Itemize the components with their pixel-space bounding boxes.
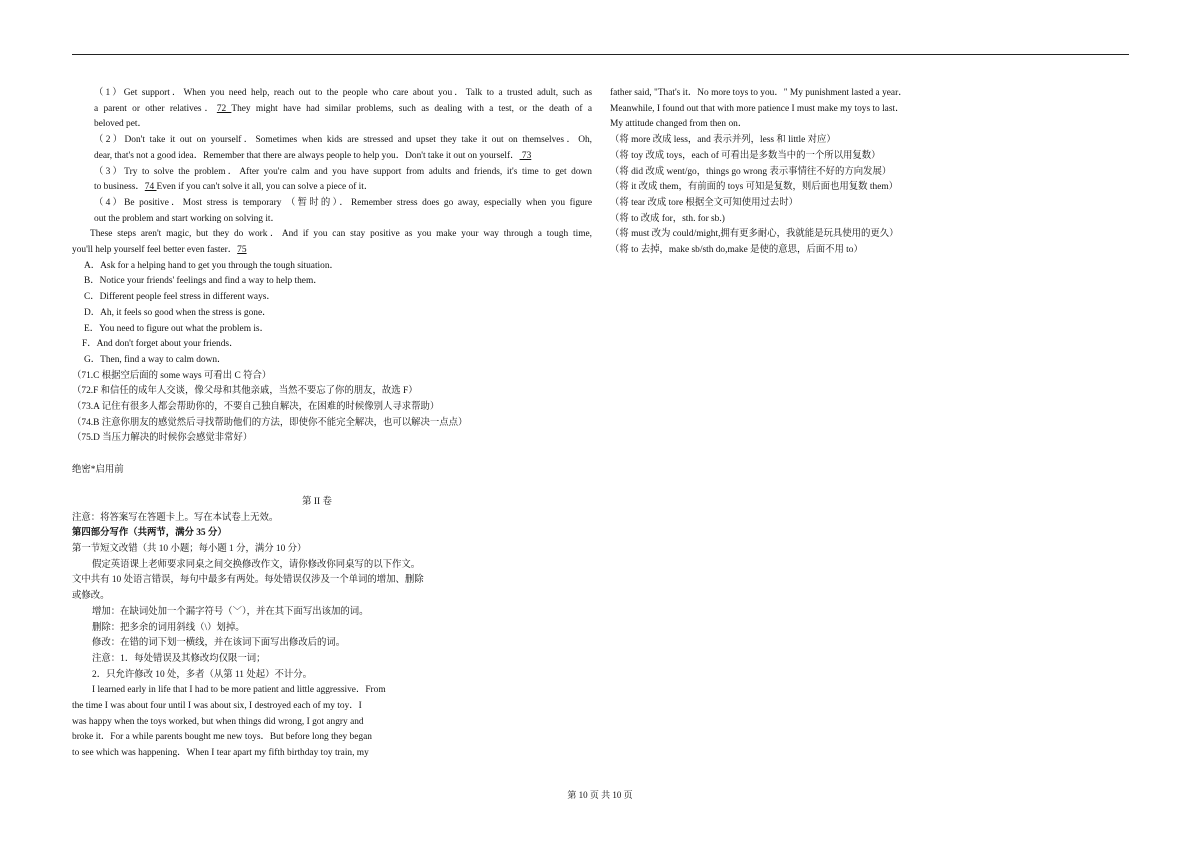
- left-column: [72, 86, 592, 762]
- secret-label: 绝密*启用前: [72, 465, 124, 476]
- answer-72: （72.F 和信任的成年人交谈，像父母和其他亲戚，当然不要忘了你的朋友，故选 F）: [72, 386, 418, 397]
- para-5-line-2: you'll help yourself feel better even faster．75: [72, 245, 247, 256]
- essay-line-7: Meanwhile, I found out that with more patience I must make my toys to last．: [610, 103, 905, 114]
- blank-74: 74: [144, 182, 157, 193]
- correction-6: （将 to 改成 for，sth. for sb.): [610, 213, 725, 224]
- option-g: G．Then, find a way to calm down．: [84, 354, 227, 365]
- option-f: F．And don't forget about your friends．: [82, 339, 239, 350]
- option-c: C．Different people feel stress in different ways．: [84, 292, 276, 303]
- correction-3: （将 did 改成 went/go，things go wrong 表示事情往不好的方向发展）: [610, 166, 892, 177]
- para-5-line-1: These steps aren't magic, but they do work．And if you can stay positive as you make your way through a tough time,: [90, 229, 592, 240]
- option-b: B．Notice your friends' feelings and find a way to help them．: [84, 276, 323, 287]
- para-4-line-1: （4）Be positive．Most stress is temporary （暂时的）．Remember stress does go away, especially when you figure: [94, 197, 592, 208]
- option-a: A．Ask for a helping hand to get you through the tough situation．: [84, 260, 339, 271]
- essay-line-6: father said, "That's it．No more toys to you．" My punishment lasted a year．: [610, 88, 908, 98]
- top-rule: [72, 54, 1129, 55]
- note-1: 注意：1．每处错误及其修改均仅限一词；: [92, 653, 266, 664]
- blank-72: 72: [216, 103, 232, 114]
- instruction-delete: 删除：把多余的词用斜线（\）划掉。: [92, 622, 245, 633]
- para-1-line-1: （1）Get support．When you need help, reach out to the people who care about you．Talk to a trusted adult, such as: [94, 88, 592, 98]
- answer-73: （73.A 记住有很多人都会帮助你的，不要自己独自解决，在困难的时候像别人寻求帮助）: [72, 402, 440, 413]
- essay-line-5: to see which was happening．When I tear apart my fifth birthday toy train, my: [72, 748, 369, 759]
- volume-title: 第 II 卷: [302, 496, 332, 507]
- blank-75: 75: [237, 245, 247, 256]
- correction-1: （将 more 改成 less，and 表示并列，less 和 little 对应）: [610, 135, 836, 146]
- essay-line-4: broke it．For a while parents bought me new toys．But before long they began: [72, 732, 372, 743]
- essay-line-8: My attitude changed from then on．: [610, 119, 748, 130]
- instruction-3: 或修改。: [72, 591, 110, 602]
- correction-8: （将 to 去掉，make sb/sth do,make 是使的意思，后面不用 to）: [610, 245, 863, 256]
- instruction-add: 增加：在缺词处加一个漏字符号（﹀），并在其下面写出该加的词。: [92, 606, 369, 617]
- para-3-line-1: （3）Try to solve the problem．After you're calm and you have support from adults and friends, it's time to get down: [94, 166, 592, 177]
- answer-74: （74.B 注意你朋友的感觉然后寻找帮助他们的方法，即使你不能完全解决，也可以解决一点点）: [72, 417, 468, 428]
- page-number: 第 10 页 共 10 页: [567, 790, 633, 800]
- para-2-line-1: （2）Don't take it out on yourself．Sometimes when kids are stressed and upset they take it out on themselves．Oh,: [94, 135, 592, 146]
- part-title: 第四部分写作（共两节，满分 35 分）: [72, 528, 227, 539]
- para-2-line-2: dear, that's not a good idea．Remember that there are always people to help you．Don't take it out on yourself． 73: [94, 150, 532, 161]
- para-1-line-2: a parent or other relatives．72 They might have had similar problems, such as dealing with a test, or the death of a: [94, 103, 592, 114]
- para-3-line-2: to business．74 Even if you can't solve it all, you can solve a piece of it．: [94, 182, 374, 193]
- correction-4: （将 it 改成 them，有前面的 toys 可知是复数，则后面也用复数 them）: [610, 182, 899, 193]
- instruction-modify: 修改：在错的词下划一横线，并在该词下面写出修改后的词。: [92, 638, 346, 649]
- notice: 注意：将答案写在答题卡上。写在本试卷上无效。: [72, 512, 279, 523]
- section-title: 第一节短文改错（共 10 小题；每小题 1 分，满分 10 分）: [72, 543, 307, 554]
- correction-5: （将 tear 改成 tore 根据全文可知使用过去时）: [610, 197, 799, 208]
- para-4-line-2: out the problem and start working on solving it．: [94, 213, 280, 224]
- answer-71: （71.C 根据空后面的 some ways 可看出 C 符合）: [72, 370, 272, 381]
- instruction-1: 假定英语课上老师要求同桌之间交换修改作文，请你修改你同桌写的以下作文。: [92, 559, 421, 570]
- essay-line-2: the time I was about four until I was about six, I destroyed each of my toy．I: [72, 701, 362, 712]
- blank-73: 73: [519, 150, 532, 161]
- essay-line-1: I learned early in life that I had to be more patient and little aggressive．From: [92, 685, 386, 696]
- right-column: [610, 86, 1130, 259]
- option-e: E．You need to figure out what the problem is．: [84, 323, 269, 334]
- para-1-line-3: beloved pet．: [94, 119, 147, 130]
- correction-7: （将 must 改为 could/might,拥有更多耐心，我就能是玩具使用的更久）: [610, 229, 899, 240]
- instruction-2: 文中共有 10 处语言错误，每句中最多有两处。每处错误仅涉及一个单词的增加、删除: [72, 575, 424, 586]
- answer-75: （75.D 当压力解决的时候你会感觉非常好）: [72, 433, 253, 444]
- correction-2: （将 toy 改成 toys，each of 可看出是多数当中的一个所以用复数）: [610, 150, 881, 161]
- option-d: D．Ah, it feels so good when the stress is gone．: [84, 307, 272, 318]
- note-2: 2．只允许修改 10 处，多者（从第 11 处起）不计分。: [92, 669, 312, 680]
- essay-line-3: was happy when the toys worked, but when things did wrong, I got angry and: [72, 716, 364, 727]
